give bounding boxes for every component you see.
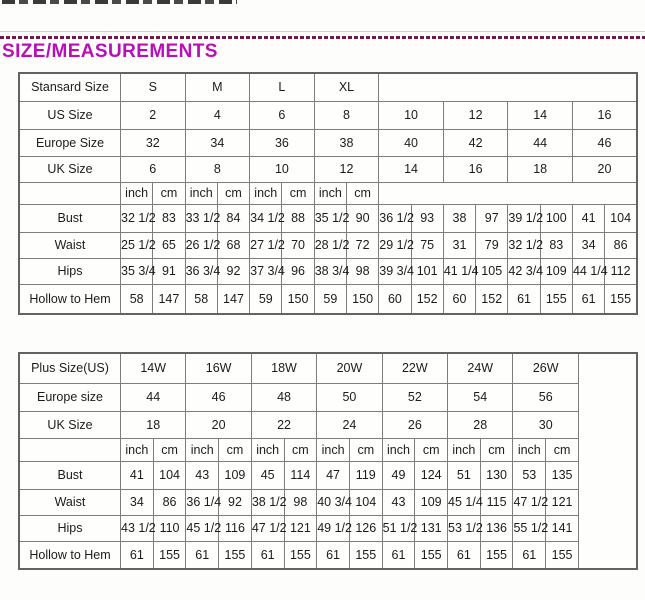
measurement-value-cell: 100 [540, 204, 572, 232]
measurement-value-cell: 98 [284, 489, 317, 515]
size-value-cell: 26 [382, 411, 447, 438]
size-value-cell: 36 [250, 129, 315, 156]
measurement-value-cell: 83 [153, 204, 185, 232]
measurement-value-cell: 88 [282, 204, 314, 232]
measurement-value-cell: 83 [540, 232, 572, 258]
measurement-value-cell: 92 [219, 489, 252, 515]
unit-header-cell: inch [251, 438, 284, 461]
measurement-value-cell: 43 1/2 [121, 515, 154, 541]
measurement-label: Hips [19, 515, 121, 541]
measurement-value-cell: 26 1/2 [185, 232, 217, 258]
measurement-value-cell: 45 1/2 [186, 515, 219, 541]
row-label: Europe size [19, 383, 121, 411]
size-group-header: 26W [513, 353, 579, 383]
size-value-cell: 2 [121, 101, 186, 129]
measurement-value-cell: 121 [546, 489, 579, 515]
measurement-value-cell: 93 [411, 204, 443, 232]
unit-header-cell: inch [382, 438, 415, 461]
measurement-label: Hips [19, 258, 121, 284]
measurement-value-cell: 150 [346, 284, 378, 314]
measurement-value-cell: 75 [411, 232, 443, 258]
size-group-header: 18W [251, 353, 316, 383]
measurement-value-cell: 55 1/2 [513, 515, 546, 541]
unit-header-cell: cm [153, 182, 185, 204]
size-value-cell: 20 [186, 411, 251, 438]
measurement-value-cell: 155 [219, 541, 252, 569]
measurement-value-cell: 110 [153, 515, 186, 541]
measurement-value-cell: 51 1/2 [382, 515, 415, 541]
measurement-label: Bust [19, 461, 121, 489]
measurement-value-cell: 152 [411, 284, 443, 314]
size-value-cell: 10 [250, 156, 315, 182]
measurement-value-cell: 104 [153, 461, 186, 489]
size-group-header: M [185, 73, 250, 101]
measurement-value-cell: 41 [572, 204, 604, 232]
measurement-value-cell: 61 [317, 541, 350, 569]
unit-header-cell: cm [415, 438, 448, 461]
measurement-value-cell: 155 [284, 541, 317, 569]
size-value-cell: 48 [251, 383, 316, 411]
row-label: US Size [19, 101, 121, 129]
measurement-label: Waist [19, 489, 121, 515]
measurement-value-cell: 39 1/2 [508, 204, 540, 232]
cropped-text-fragment [2, 0, 237, 4]
size-value-cell: 10 [379, 101, 444, 129]
measurement-value-cell: 38 [443, 204, 475, 232]
dashed-separator [0, 36, 645, 39]
measurement-value-cell: 35 1/2 [314, 204, 346, 232]
measurement-value-cell: 59 [314, 284, 346, 314]
measurement-value-cell: 25 1/2 [121, 232, 153, 258]
corner-label: Stansard Size [19, 73, 121, 101]
measurement-value-cell: 119 [349, 461, 382, 489]
measurement-value-cell: 49 [382, 461, 415, 489]
measurement-value-cell: 135 [546, 461, 579, 489]
size-value-cell: 14 [508, 101, 573, 129]
measurement-value-cell: 109 [415, 489, 448, 515]
measurement-value-cell: 41 [121, 461, 154, 489]
measurement-value-cell: 84 [217, 204, 249, 232]
size-value-cell: 12 [443, 101, 508, 129]
size-value-cell: 44 [508, 129, 573, 156]
measurement-value-cell: 152 [476, 284, 508, 314]
measurement-value-cell: 155 [546, 541, 579, 569]
size-value-cell: 38 [314, 129, 379, 156]
size-value-cell: 16 [572, 101, 637, 129]
size-value-cell: 56 [513, 383, 579, 411]
measurement-value-cell: 43 [186, 461, 219, 489]
size-value-cell: 18 [121, 411, 186, 438]
measurement-value-cell: 68 [217, 232, 249, 258]
size-value-cell: 40 [379, 129, 444, 156]
measurement-value-cell: 101 [411, 258, 443, 284]
unit-header-cell: cm [349, 438, 382, 461]
size-value-cell: 50 [317, 383, 382, 411]
size-value-cell: 8 [314, 101, 379, 129]
size-value-cell: 34 [185, 129, 250, 156]
measurement-value-cell: 97 [476, 204, 508, 232]
measurement-value-cell: 32 1/2 [121, 204, 153, 232]
measurement-value-cell: 60 [379, 284, 411, 314]
size-group-header: XL [314, 73, 379, 101]
measurement-value-cell: 116 [219, 515, 252, 541]
measurement-value-cell: 36 3/4 [185, 258, 217, 284]
unit-header-cell: cm [153, 438, 186, 461]
empty-column [579, 353, 638, 569]
measurement-value-cell: 38 1/2 [251, 489, 284, 515]
size-value-cell: 16 [443, 156, 508, 182]
unit-header-cell: cm [546, 438, 579, 461]
size-group-header: L [250, 73, 315, 101]
measurement-value-cell: 104 [349, 489, 382, 515]
measurement-value-cell: 150 [282, 284, 314, 314]
size-value-cell: 6 [121, 156, 186, 182]
size-group-header: 14W [121, 353, 186, 383]
measurement-value-cell: 60 [443, 284, 475, 314]
size-value-cell: 46 [572, 129, 637, 156]
blank-label-cell [19, 438, 121, 461]
measurement-value-cell: 39 3/4 [379, 258, 411, 284]
size-value-cell: 8 [185, 156, 250, 182]
measurement-value-cell: 61 [251, 541, 284, 569]
blank-label-cell [19, 182, 121, 204]
measurement-value-cell: 98 [346, 258, 378, 284]
measurement-value-cell: 72 [346, 232, 378, 258]
measurement-value-cell: 38 3/4 [314, 258, 346, 284]
measurement-value-cell: 96 [282, 258, 314, 284]
measurement-value-cell: 41 1/4 [443, 258, 475, 284]
measurement-value-cell: 51 [448, 461, 481, 489]
measurement-value-cell: 141 [546, 515, 579, 541]
measurement-value-cell: 59 [250, 284, 282, 314]
unit-header-cell: cm [219, 438, 252, 461]
measurement-value-cell: 45 1/4 [448, 489, 481, 515]
unit-header-cell: inch [513, 438, 546, 461]
divider-line [0, 31, 645, 32]
unit-header-cell: inch [186, 438, 219, 461]
measurement-value-cell: 61 [121, 541, 154, 569]
measurement-value-cell: 45 [251, 461, 284, 489]
measurement-value-cell: 155 [349, 541, 382, 569]
measurement-value-cell: 155 [480, 541, 513, 569]
unit-header-cell: cm [282, 182, 314, 204]
measurement-value-cell: 131 [415, 515, 448, 541]
measurement-value-cell: 115 [480, 489, 513, 515]
measurement-value-cell: 104 [605, 204, 637, 232]
measurement-value-cell: 61 [382, 541, 415, 569]
measurement-value-cell: 79 [476, 232, 508, 258]
size-value-cell: 44 [121, 383, 186, 411]
unit-header-cell: cm [346, 182, 378, 204]
measurement-value-cell: 92 [217, 258, 249, 284]
size-value-cell: 22 [251, 411, 316, 438]
measurement-value-cell: 53 [513, 461, 546, 489]
size-value-cell: 32 [121, 129, 186, 156]
measurement-value-cell: 112 [605, 258, 637, 284]
row-label: UK Size [19, 156, 121, 182]
measurement-value-cell: 44 1/4 [572, 258, 604, 284]
measurement-value-cell: 40 3/4 [317, 489, 350, 515]
unit-header-cell: inch [448, 438, 481, 461]
measurement-value-cell: 136 [480, 515, 513, 541]
measurement-value-cell: 114 [284, 461, 317, 489]
corner-label: Plus Size(US) [19, 353, 121, 383]
measurement-value-cell: 47 [317, 461, 350, 489]
measurement-value-cell: 155 [415, 541, 448, 569]
measurement-label: Bust [19, 204, 121, 232]
measurement-value-cell: 33 1/2 [185, 204, 217, 232]
measurement-value-cell: 126 [349, 515, 382, 541]
size-value-cell: 20 [572, 156, 637, 182]
measurement-value-cell: 58 [185, 284, 217, 314]
measurement-value-cell: 47 1/2 [513, 489, 546, 515]
measurement-value-cell: 155 [153, 541, 186, 569]
standard-size-table [18, 72, 638, 315]
measurement-value-cell: 58 [121, 284, 153, 314]
measurement-value-cell: 43 [382, 489, 415, 515]
measurement-value-cell: 61 [508, 284, 540, 314]
size-value-cell: 28 [448, 411, 513, 438]
measurement-value-cell: 27 1/2 [250, 232, 282, 258]
measurement-value-cell: 42 3/4 [508, 258, 540, 284]
size-group-header: S [121, 73, 186, 101]
measurement-value-cell: 70 [282, 232, 314, 258]
size-group-header: 20W [317, 353, 382, 383]
measurement-value-cell: 130 [480, 461, 513, 489]
plus-size-table [18, 352, 638, 570]
unit-header-cell: inch [121, 182, 153, 204]
measurement-value-cell: 61 [513, 541, 546, 569]
size-value-cell: 46 [186, 383, 251, 411]
unit-header-cell: inch [250, 182, 282, 204]
unit-header-cell: cm [284, 438, 317, 461]
measurement-value-cell: 86 [605, 232, 637, 258]
size-value-cell: 52 [382, 383, 447, 411]
unit-header-cell: inch [314, 182, 346, 204]
measurement-value-cell: 36 1/4 [186, 489, 219, 515]
measurement-value-cell: 61 [186, 541, 219, 569]
measurement-value-cell: 155 [605, 284, 637, 314]
measurement-value-cell: 86 [153, 489, 186, 515]
size-value-cell: 18 [508, 156, 573, 182]
measurement-value-cell: 109 [540, 258, 572, 284]
size-group-header: 24W [448, 353, 513, 383]
measurement-value-cell: 53 1/2 [448, 515, 481, 541]
size-value-cell: 24 [317, 411, 382, 438]
measurement-value-cell: 34 1/2 [250, 204, 282, 232]
size-value-cell: 6 [250, 101, 315, 129]
measurement-value-cell: 34 [572, 232, 604, 258]
unit-header-cell: cm [217, 182, 249, 204]
measurement-value-cell: 29 1/2 [379, 232, 411, 258]
measurement-value-cell: 34 [121, 489, 154, 515]
page-title: SIZE/MEASUREMENTS [2, 41, 218, 62]
measurement-value-cell: 121 [284, 515, 317, 541]
unit-header-cell: inch [185, 182, 217, 204]
unit-header-cell: inch [121, 438, 154, 461]
measurement-value-cell: 65 [153, 232, 185, 258]
size-value-cell: 42 [443, 129, 508, 156]
size-value-cell: 4 [185, 101, 250, 129]
measurement-value-cell: 91 [153, 258, 185, 284]
measurement-label: Hollow to Hem [19, 284, 121, 314]
measurement-label: Hollow to Hem [19, 541, 121, 569]
measurement-value-cell: 36 1/2 [379, 204, 411, 232]
size-value-cell: 54 [448, 383, 513, 411]
measurement-value-cell: 105 [476, 258, 508, 284]
measurement-value-cell: 109 [219, 461, 252, 489]
measurement-value-cell: 28 1/2 [314, 232, 346, 258]
size-value-cell: 14 [379, 156, 444, 182]
size-value-cell: 12 [314, 156, 379, 182]
measurement-value-cell: 124 [415, 461, 448, 489]
measurement-value-cell: 147 [153, 284, 185, 314]
measurement-value-cell: 61 [448, 541, 481, 569]
measurement-value-cell: 49 1/2 [317, 515, 350, 541]
unit-header-cell: cm [480, 438, 513, 461]
measurement-value-cell: 37 3/4 [250, 258, 282, 284]
unit-header-cell: inch [317, 438, 350, 461]
row-label: UK Size [19, 411, 121, 438]
size-value-cell: 30 [513, 411, 579, 438]
size-group-header: 16W [186, 353, 251, 383]
measurement-value-cell: 32 1/2 [508, 232, 540, 258]
measurement-value-cell: 61 [572, 284, 604, 314]
row-label: Europe Size [19, 129, 121, 156]
measurement-value-cell: 35 3/4 [121, 258, 153, 284]
measurement-value-cell: 147 [217, 284, 249, 314]
measurement-value-cell: 47 1/2 [251, 515, 284, 541]
measurement-label: Waist [19, 232, 121, 258]
measurement-value-cell: 155 [540, 284, 572, 314]
size-group-header: 22W [382, 353, 447, 383]
measurement-value-cell: 90 [346, 204, 378, 232]
measurement-value-cell: 31 [443, 232, 475, 258]
